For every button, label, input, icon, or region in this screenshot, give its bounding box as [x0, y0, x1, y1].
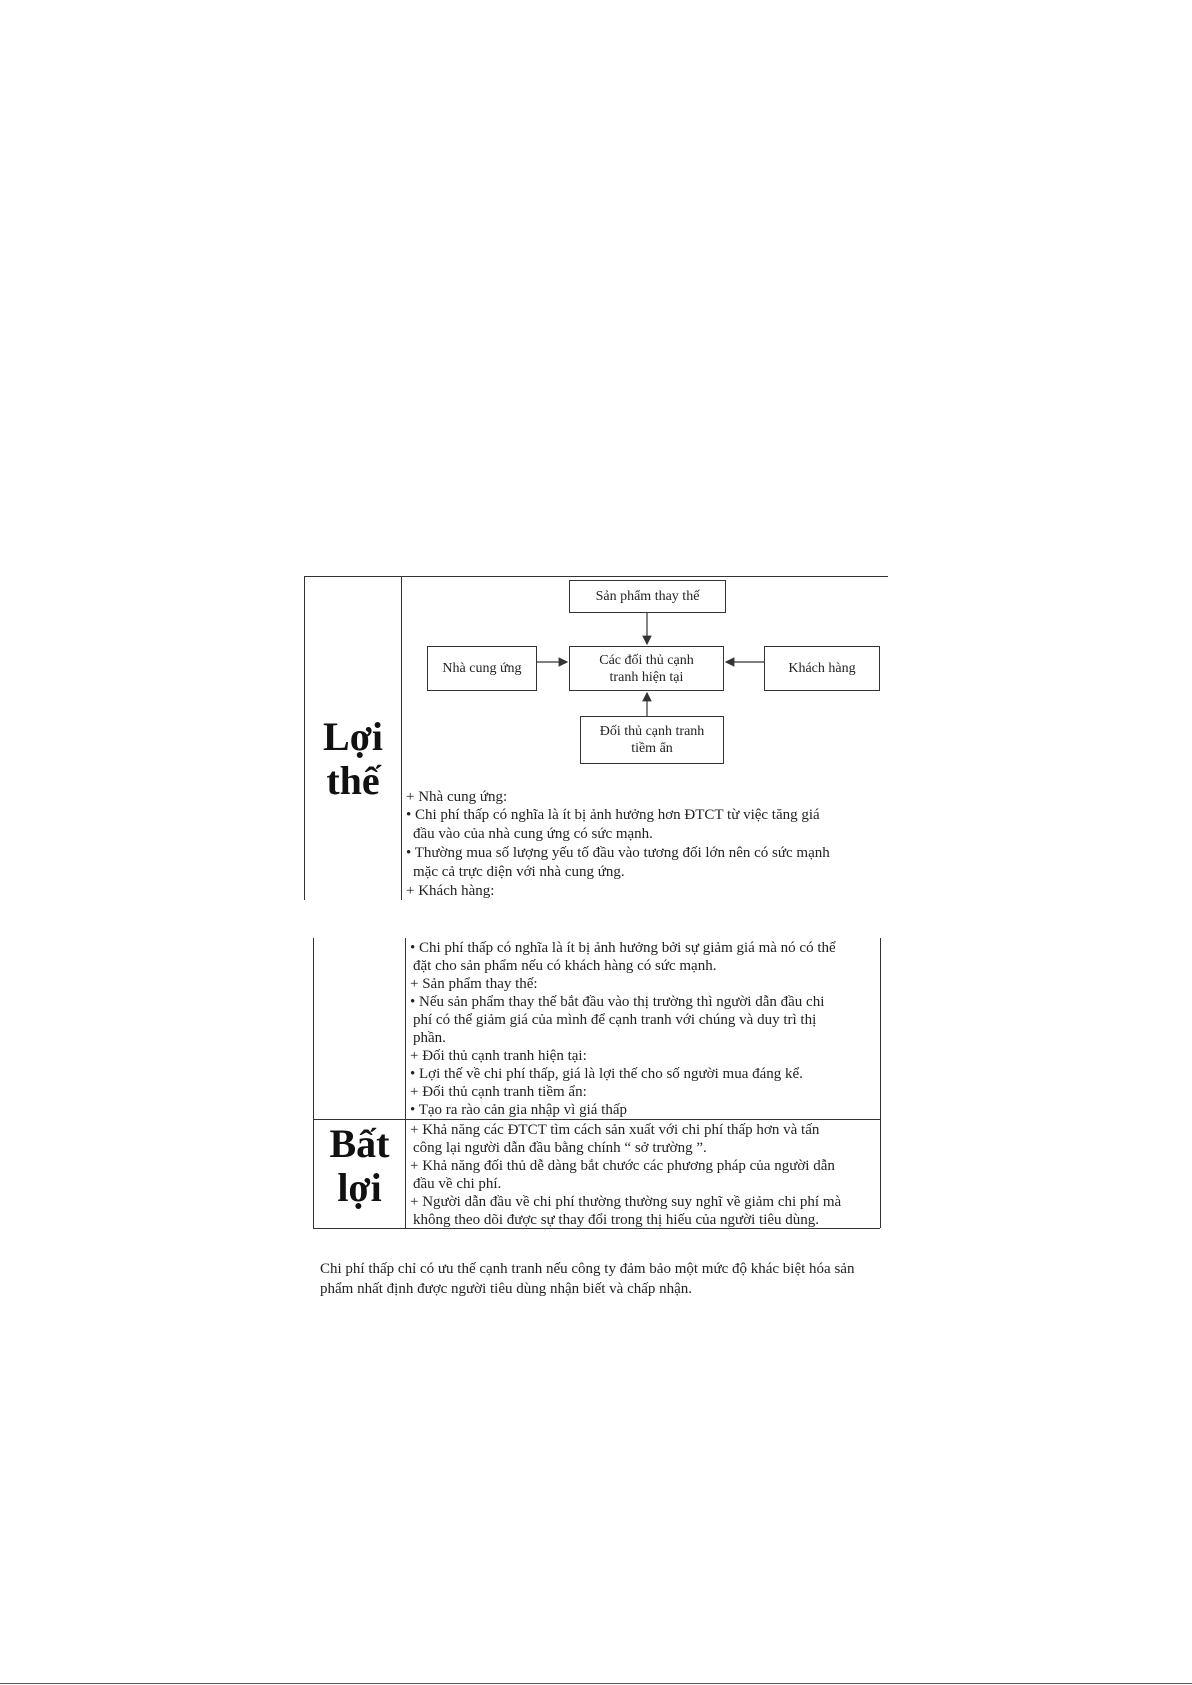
- disadvantage-label-line1: Bất: [329, 1121, 390, 1166]
- continuation-line: + Sản phẩm thay thế:: [410, 976, 538, 992]
- page-bottom-rule: [0, 1683, 1192, 1684]
- diagram-node-current-competitors: Các đối thủ cạnh tranh hiện tại: [569, 646, 724, 691]
- diagram-node-suppliers: Nhà cung ứng: [427, 646, 537, 691]
- footer-note-line1: Chi phí thấp chỉ có ưu thế cạnh tranh nếu công ty đảm bảo một mức độ khác biệt hóa sản: [320, 1261, 855, 1277]
- advantage-line: • Thường mua số lượng yếu tố đầu vào tương đối lớn nên có sức mạnh: [406, 845, 830, 861]
- advantage-line: + Khách hàng:: [406, 883, 495, 899]
- continuation-line: • Lợi thế về chi phí thấp, giá là lợi thế cho số người mua đáng kể.: [410, 1066, 803, 1082]
- advantage-line: mặc cả trực diện với nhà cung ứng.: [413, 864, 625, 880]
- continuation-line: phần.: [413, 1030, 446, 1046]
- disadvantage-line: + Người dẫn đầu về chi phí thường thường suy nghĩ về giảm chi phí mà: [410, 1194, 842, 1210]
- continuation-line: đặt cho sản phẩm nếu có khách hàng có sức mạnh.: [413, 958, 717, 974]
- continuation-line: phí có thể giảm giá của mình để cạnh tranh với chúng và duy trì thị: [413, 1012, 817, 1028]
- disadvantage-line: không theo dõi được sự thay đổi trong thị hiếu của người tiêu dùng.: [413, 1212, 820, 1228]
- disadvantage-label: [315, 1122, 404, 1210]
- continuation-line: • Chi phí thấp có nghĩa là ít bị ảnh hưởng bởi sự giảm giá mà nó có thể: [410, 940, 836, 956]
- advantage-line: đầu vào của nhà cung ứng có sức mạnh.: [413, 826, 653, 842]
- diagram-node-substitutes: Sản phẩm thay thế: [569, 580, 726, 613]
- disadvantage-line: + Khả năng các ĐTCT tìm cách sản xuất với chi phí thấp hơn và tấn: [410, 1122, 820, 1138]
- advantage-line: • Chi phí thấp có nghĩa là ít bị ảnh hưởng hơn ĐTCT từ việc tăng giá: [406, 807, 820, 823]
- advantage-label-line2: thế: [326, 758, 380, 803]
- continuation-line: + Đối thủ cạnh tranh hiện tại:: [410, 1048, 587, 1064]
- continuation-line: + Đối thủ cạnh tranh tiềm ẩn:: [410, 1084, 587, 1100]
- diagram-node-potential-entrants: Đối thủ cạnh tranh tiềm ẩn: [580, 716, 724, 764]
- advantage-label-line1: Lợi: [323, 714, 383, 759]
- disadvantage-label-line2: lợi: [337, 1165, 382, 1210]
- continuation-line: • Nếu sản phẩm thay thế bắt đầu vào thị trường thì người dẫn đầu chi: [410, 994, 825, 1010]
- diagram-node-customers: Khách hàng: [764, 646, 880, 691]
- disadvantage-line: + Khả năng đối thủ dễ dàng bắt chước các phương pháp của người dẫn: [410, 1158, 835, 1174]
- continuation-line: • Tạo ra rào cản gia nhập vì giá thấp: [410, 1102, 627, 1118]
- disadvantage-line: đầu về chi phí.: [413, 1176, 502, 1192]
- footer-note-line2: phẩm nhất định được người tiêu dùng nhận biết và chấp nhận.: [320, 1281, 693, 1297]
- disadvantage-line: công lại người dẫn đầu bằng chính “ sở trường ”.: [413, 1140, 707, 1156]
- advantage-line: + Nhà cung ứng:: [406, 789, 508, 805]
